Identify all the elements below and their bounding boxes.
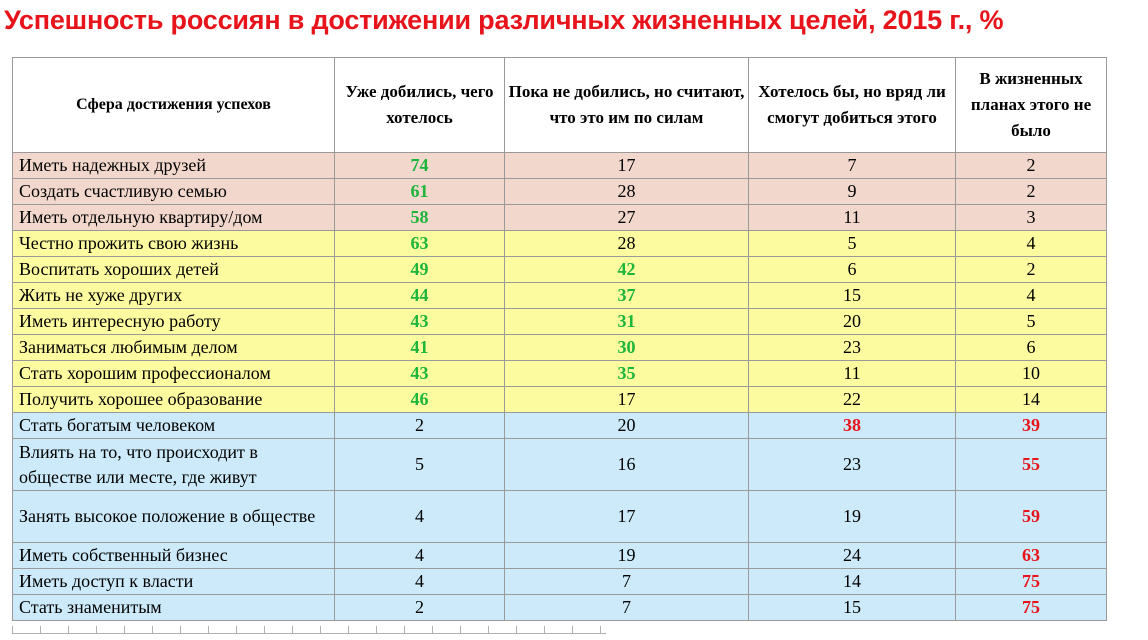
cell-achieved: 46 (335, 387, 505, 413)
cell-not-yet: 20 (505, 413, 749, 439)
cell-unlikely: 38 (749, 413, 956, 439)
cell-achieved: 44 (335, 283, 505, 309)
table-row (13, 309, 1107, 335)
cell-not-planned: 5 (956, 309, 1107, 335)
cell-not-planned: 75 (956, 595, 1107, 621)
cell-not-planned: 3 (956, 205, 1107, 231)
cell-achieved: 5 (335, 439, 505, 491)
row-label: Иметь надежных друзей (13, 153, 335, 179)
cell-unlikely: 6 (749, 257, 956, 283)
cell-not-yet: 27 (505, 205, 749, 231)
row-label: Иметь собственный бизнес (13, 543, 335, 569)
cell-achieved: 4 (335, 543, 505, 569)
cell-not-yet: 28 (505, 179, 749, 205)
cell-achieved: 2 (335, 413, 505, 439)
row-label: Иметь интересную работу (13, 309, 335, 335)
cell-not-planned: 59 (956, 491, 1107, 543)
row-label: Жить не хуже других (13, 283, 335, 309)
cell-achieved: 4 (335, 569, 505, 595)
table-row (13, 153, 1107, 179)
cell-not-planned: 75 (956, 569, 1107, 595)
cell-not-planned: 10 (956, 361, 1107, 387)
cell-not-yet: 17 (505, 491, 749, 543)
cell-unlikely: 20 (749, 309, 956, 335)
cell-not-yet: 42 (505, 257, 749, 283)
cell-unlikely: 19 (749, 491, 956, 543)
results-table-container (12, 57, 1107, 621)
cell-not-planned: 2 (956, 179, 1107, 205)
column-header-sphere: Сфера достижения успехов (13, 58, 335, 153)
table-row (13, 231, 1107, 257)
cell-not-planned: 2 (956, 153, 1107, 179)
table-row (13, 387, 1107, 413)
row-label: Получить хорошее образование (13, 387, 335, 413)
cell-unlikely: 11 (749, 361, 956, 387)
cell-achieved: 2 (335, 595, 505, 621)
table-row (13, 283, 1107, 309)
cell-unlikely: 14 (749, 569, 956, 595)
cell-not-yet: 31 (505, 309, 749, 335)
cell-unlikely: 7 (749, 153, 956, 179)
cell-unlikely: 15 (749, 283, 956, 309)
column-header-unlikely: Хотелось бы, но вряд ли смогут добиться этого (749, 58, 956, 153)
table-row (13, 543, 1107, 569)
cell-not-planned: 55 (956, 439, 1107, 491)
cell-not-yet: 17 (505, 153, 749, 179)
table-row (13, 179, 1107, 205)
cell-not-planned: 2 (956, 257, 1107, 283)
cell-achieved: 61 (335, 179, 505, 205)
table-row (13, 569, 1107, 595)
cell-not-planned: 6 (956, 335, 1107, 361)
cell-not-yet: 35 (505, 361, 749, 387)
table-row (13, 439, 1107, 491)
cell-not-planned: 14 (956, 387, 1107, 413)
cell-achieved: 49 (335, 257, 505, 283)
cell-not-planned: 39 (956, 413, 1107, 439)
cell-achieved: 43 (335, 309, 505, 335)
cell-not-yet: 7 (505, 569, 749, 595)
cell-not-yet: 19 (505, 543, 749, 569)
cell-unlikely: 9 (749, 179, 956, 205)
table-row (13, 257, 1107, 283)
row-label: Воспитать хороших детей (13, 257, 335, 283)
cell-achieved: 4 (335, 491, 505, 543)
column-header-not-planned: В жизненных планах этого не было (956, 58, 1107, 153)
cell-not-yet: 37 (505, 283, 749, 309)
cell-achieved: 63 (335, 231, 505, 257)
cell-not-planned: 4 (956, 231, 1107, 257)
row-label: Иметь отдельную квартиру/дом (13, 205, 335, 231)
cell-unlikely: 5 (749, 231, 956, 257)
row-label: Стать богатым человеком (13, 413, 335, 439)
row-label: Заниматься любимым делом (13, 335, 335, 361)
table-row (13, 205, 1107, 231)
table-row (13, 361, 1107, 387)
row-label: Стать знаменитым (13, 595, 335, 621)
row-label: Занять высокое положение в обществе (13, 491, 335, 543)
table-row (13, 491, 1107, 543)
cell-not-yet: 16 (505, 439, 749, 491)
table-header-row (13, 58, 1107, 153)
row-label: Создать счастливую семью (13, 179, 335, 205)
cell-achieved: 58 (335, 205, 505, 231)
cell-not-planned: 63 (956, 543, 1107, 569)
ruler-ticks (12, 624, 606, 634)
cell-unlikely: 15 (749, 595, 956, 621)
cell-achieved: 74 (335, 153, 505, 179)
cell-not-planned: 4 (956, 283, 1107, 309)
page-title: Успешность россиян в достижении различных жизненных целей, 2015 г., % (4, 5, 1004, 35)
table-body (13, 153, 1107, 621)
results-table (12, 57, 1107, 621)
table-row (13, 413, 1107, 439)
table-row (13, 595, 1107, 621)
column-header-achieved: Уже добились, чего хотелось (335, 58, 505, 153)
cell-unlikely: 22 (749, 387, 956, 413)
cell-not-yet: 30 (505, 335, 749, 361)
cell-unlikely: 23 (749, 439, 956, 491)
cell-not-yet: 28 (505, 231, 749, 257)
table-row (13, 335, 1107, 361)
row-label: Честно прожить свою жизнь (13, 231, 335, 257)
row-label: Влиять на то, что происходит в обществе или месте, где живут (13, 439, 335, 491)
cell-achieved: 41 (335, 335, 505, 361)
cell-achieved: 43 (335, 361, 505, 387)
cell-not-yet: 7 (505, 595, 749, 621)
cell-unlikely: 24 (749, 543, 956, 569)
cell-unlikely: 23 (749, 335, 956, 361)
row-label: Стать хорошим профессионалом (13, 361, 335, 387)
cell-not-yet: 17 (505, 387, 749, 413)
column-header-not-yet: Пока не добились, но считают, что это им по силам (505, 58, 749, 153)
cell-unlikely: 11 (749, 205, 956, 231)
row-label: Иметь доступ к власти (13, 569, 335, 595)
